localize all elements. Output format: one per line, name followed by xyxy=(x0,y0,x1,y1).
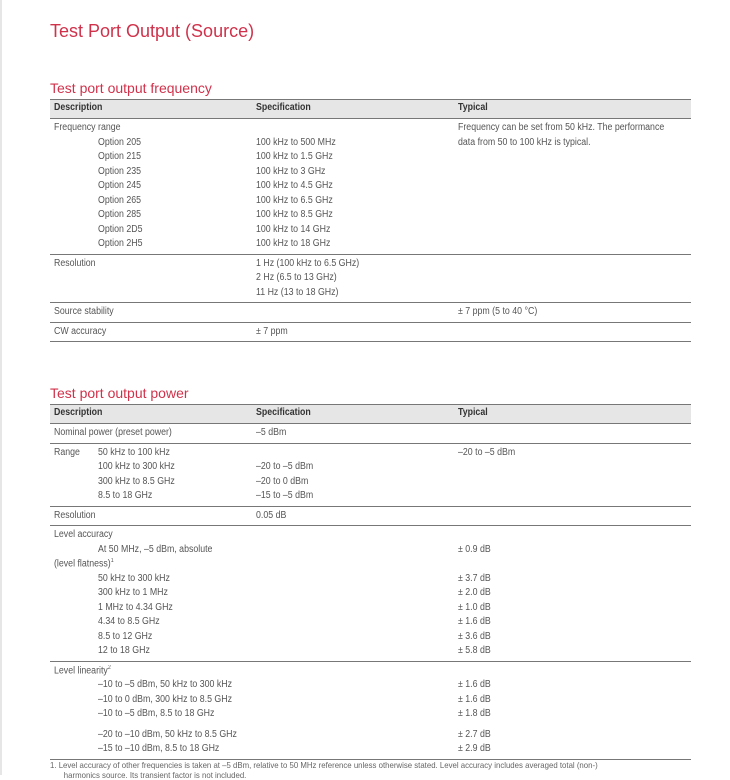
band-label: –20 to –10 dBm, 50 kHz to 8.5 GHz xyxy=(98,728,237,740)
band-label: 8.5 to 12 GHz xyxy=(98,630,153,642)
spec-value: –20 to 0 dBm xyxy=(256,475,309,487)
table-row xyxy=(50,475,691,490)
nominal-power-section xyxy=(50,424,691,444)
flatness-label xyxy=(54,558,114,569)
band-label: 300 kHz to 1 MHz xyxy=(98,587,168,598)
option-name: Option 265 xyxy=(98,194,142,206)
option-spec: 100 kHz to 14 GHz xyxy=(256,223,331,235)
option-spec: 100 kHz to 1.5 GHz xyxy=(256,151,333,162)
spec-value: ± 7 ppm xyxy=(256,325,288,337)
typical-value: ± 1.0 dB xyxy=(458,601,491,613)
option-spec: 100 kHz to 500 MHz xyxy=(256,136,336,148)
footnote-mark: 1 xyxy=(110,558,114,564)
option-name: Option 205 xyxy=(98,136,142,148)
table-row xyxy=(50,194,691,209)
typical-value: ± 1.6 dB xyxy=(458,616,491,627)
typical-value: ± 2.0 dB xyxy=(458,587,491,598)
row-label: Range xyxy=(54,446,80,458)
col-typical: Typical xyxy=(458,407,488,418)
table-row xyxy=(50,271,691,286)
table-row xyxy=(50,426,691,441)
footnote-mark: 2 xyxy=(107,664,111,671)
footnote-1 xyxy=(50,760,657,780)
typical-value: ± 5.8 dB xyxy=(458,645,491,656)
table-row xyxy=(50,615,691,630)
table-row xyxy=(50,121,691,136)
table-row xyxy=(50,325,691,340)
option-name: Option 235 xyxy=(98,165,142,177)
table-header xyxy=(50,99,691,119)
band-label: –15 to –10 dBm, 8.5 to 18 GHz xyxy=(98,743,220,754)
option-name: Option 2D5 xyxy=(98,223,143,235)
col-description: Description xyxy=(54,102,103,113)
spec-value: 1 Hz (100 kHz to 6.5 GHz) xyxy=(256,257,360,269)
spec-value: –15 to –5 dBm xyxy=(256,490,314,501)
page-edge xyxy=(0,0,2,775)
table-row xyxy=(50,707,691,722)
table-row xyxy=(50,208,691,223)
table-row xyxy=(50,664,691,679)
typical-value: ± 1.6 dB xyxy=(458,693,491,705)
col-typical: Typical xyxy=(458,102,488,113)
band-label: 50 kHz to 300 kHz xyxy=(98,572,170,584)
power-resolution-section xyxy=(50,507,691,527)
row-label: Resolution xyxy=(54,509,96,521)
linearity-label xyxy=(54,665,111,676)
table-row xyxy=(50,446,691,461)
band-label: 8.5 to 18 GHz xyxy=(98,490,153,501)
row-label: Nominal power (preset power) xyxy=(54,427,172,438)
frequency-resolution-section xyxy=(50,255,691,304)
frequency-range-section xyxy=(50,119,691,255)
typical-value: –20 to –5 dBm xyxy=(458,446,516,458)
typical-value: ± 2.7 dB xyxy=(458,728,491,740)
table-row xyxy=(50,601,691,616)
table-row xyxy=(50,165,691,180)
row-label: Level accuracy xyxy=(54,529,113,540)
table-row xyxy=(50,305,691,320)
band-label: –10 to –5 dBm, 50 kHz to 300 kHz xyxy=(98,679,233,690)
table-row xyxy=(50,460,691,475)
frequency-table xyxy=(50,99,691,342)
power-table xyxy=(50,404,691,760)
typical-note: data from 50 to 100 kHz is typical. xyxy=(458,136,591,148)
band-label: At 50 MHz, –5 dBm, absolute xyxy=(98,543,213,555)
option-spec: 100 kHz to 18 GHz xyxy=(256,238,331,249)
frequency-heading: Test port output frequency xyxy=(50,80,212,96)
row-label: Frequency range xyxy=(54,122,121,133)
typical-note: Frequency can be set from 50 kHz. The performance xyxy=(458,122,665,133)
table-row xyxy=(50,150,691,165)
power-heading: Test port output power xyxy=(50,385,189,401)
table-row xyxy=(50,489,691,504)
spec-value: –5 dBm xyxy=(256,427,287,438)
page-title: Test Port Output (Source) xyxy=(50,21,255,41)
option-spec: 100 kHz to 3 GHz xyxy=(256,165,326,177)
table-row xyxy=(50,630,691,645)
band-label: 4.34 to 8.5 GHz xyxy=(98,616,160,627)
table-row xyxy=(50,257,691,272)
spec-value: 11 Hz (13 to 18 GHz) xyxy=(256,286,339,298)
typical-value: ± 7 ppm (5 to 40 °C) xyxy=(458,306,538,317)
band-label: 300 kHz to 8.5 GHz xyxy=(98,475,175,487)
spec-value: –20 to –5 dBm xyxy=(256,461,314,472)
table-row xyxy=(50,572,691,587)
table-row xyxy=(50,223,691,238)
option-spec: 100 kHz to 8.5 GHz xyxy=(256,209,333,220)
table-header xyxy=(50,404,691,424)
option-name: Option 215 xyxy=(98,151,142,162)
col-specification: Specification xyxy=(256,102,311,113)
linearity-text: Level linearity xyxy=(54,664,108,676)
footnote-text-cont: harmonics source. Its transient factor is not included. xyxy=(63,770,247,780)
row-label: CW accuracy xyxy=(54,325,107,337)
typical-value: ± 0.9 dB xyxy=(458,543,491,555)
level-linearity-section xyxy=(50,662,691,760)
table-row xyxy=(50,528,691,543)
typical-value: ± 1.8 dB xyxy=(458,708,491,719)
option-name: Option 285 xyxy=(98,209,142,220)
table-row xyxy=(50,286,691,301)
col-description: Description xyxy=(54,407,103,418)
source-stability-section xyxy=(50,303,691,323)
spec-value: 0.05 dB xyxy=(256,509,287,521)
band-label: –10 to –5 dBm, 8.5 to 18 GHz xyxy=(98,708,215,719)
table-row xyxy=(50,742,691,757)
typical-value: ± 2.9 dB xyxy=(458,743,491,754)
table-row xyxy=(50,586,691,601)
row-label: Resolution xyxy=(54,257,96,269)
option-name: Option 2H5 xyxy=(98,238,143,249)
option-spec: 100 kHz to 6.5 GHz xyxy=(256,194,333,206)
band-label: 12 to 18 GHz xyxy=(98,645,150,656)
flatness-text: (level flatness) xyxy=(54,558,111,570)
power-range-section xyxy=(50,444,691,507)
table-row xyxy=(50,644,691,659)
option-spec: 100 kHz to 4.5 GHz xyxy=(256,180,333,191)
typical-value: ± 3.7 dB xyxy=(458,572,491,584)
col-specification: Specification xyxy=(256,407,311,418)
band-label: 100 kHz to 300 kHz xyxy=(98,461,175,472)
band-label: –10 to 0 dBm, 300 kHz to 8.5 GHz xyxy=(98,693,233,705)
table-row xyxy=(50,678,691,693)
option-name: Option 245 xyxy=(98,180,142,191)
table-row xyxy=(50,693,691,708)
footnote-text: 1. Level accuracy of other frequencies is taken at –5 dBm, relative to 50 MHz reference unless otherwise stated. Level accuracy includes averaged total (non-) xyxy=(50,760,598,770)
level-accuracy-section xyxy=(50,526,691,662)
table-row xyxy=(50,728,691,743)
table-row xyxy=(50,543,691,558)
typical-value: ± 1.6 dB xyxy=(458,679,491,690)
cw-accuracy-section xyxy=(50,323,691,343)
band-label: 50 kHz to 100 kHz xyxy=(98,446,170,458)
table-row xyxy=(50,509,691,524)
typical-value: ± 3.6 dB xyxy=(458,630,491,642)
row-label: Source stability xyxy=(54,306,114,317)
table-row xyxy=(50,179,691,194)
table-row xyxy=(50,237,691,252)
band-label: 1 MHz to 4.34 GHz xyxy=(98,601,173,613)
table-row xyxy=(50,136,691,151)
table-row xyxy=(50,557,691,572)
spec-value: 2 Hz (6.5 to 13 GHz) xyxy=(256,272,337,283)
